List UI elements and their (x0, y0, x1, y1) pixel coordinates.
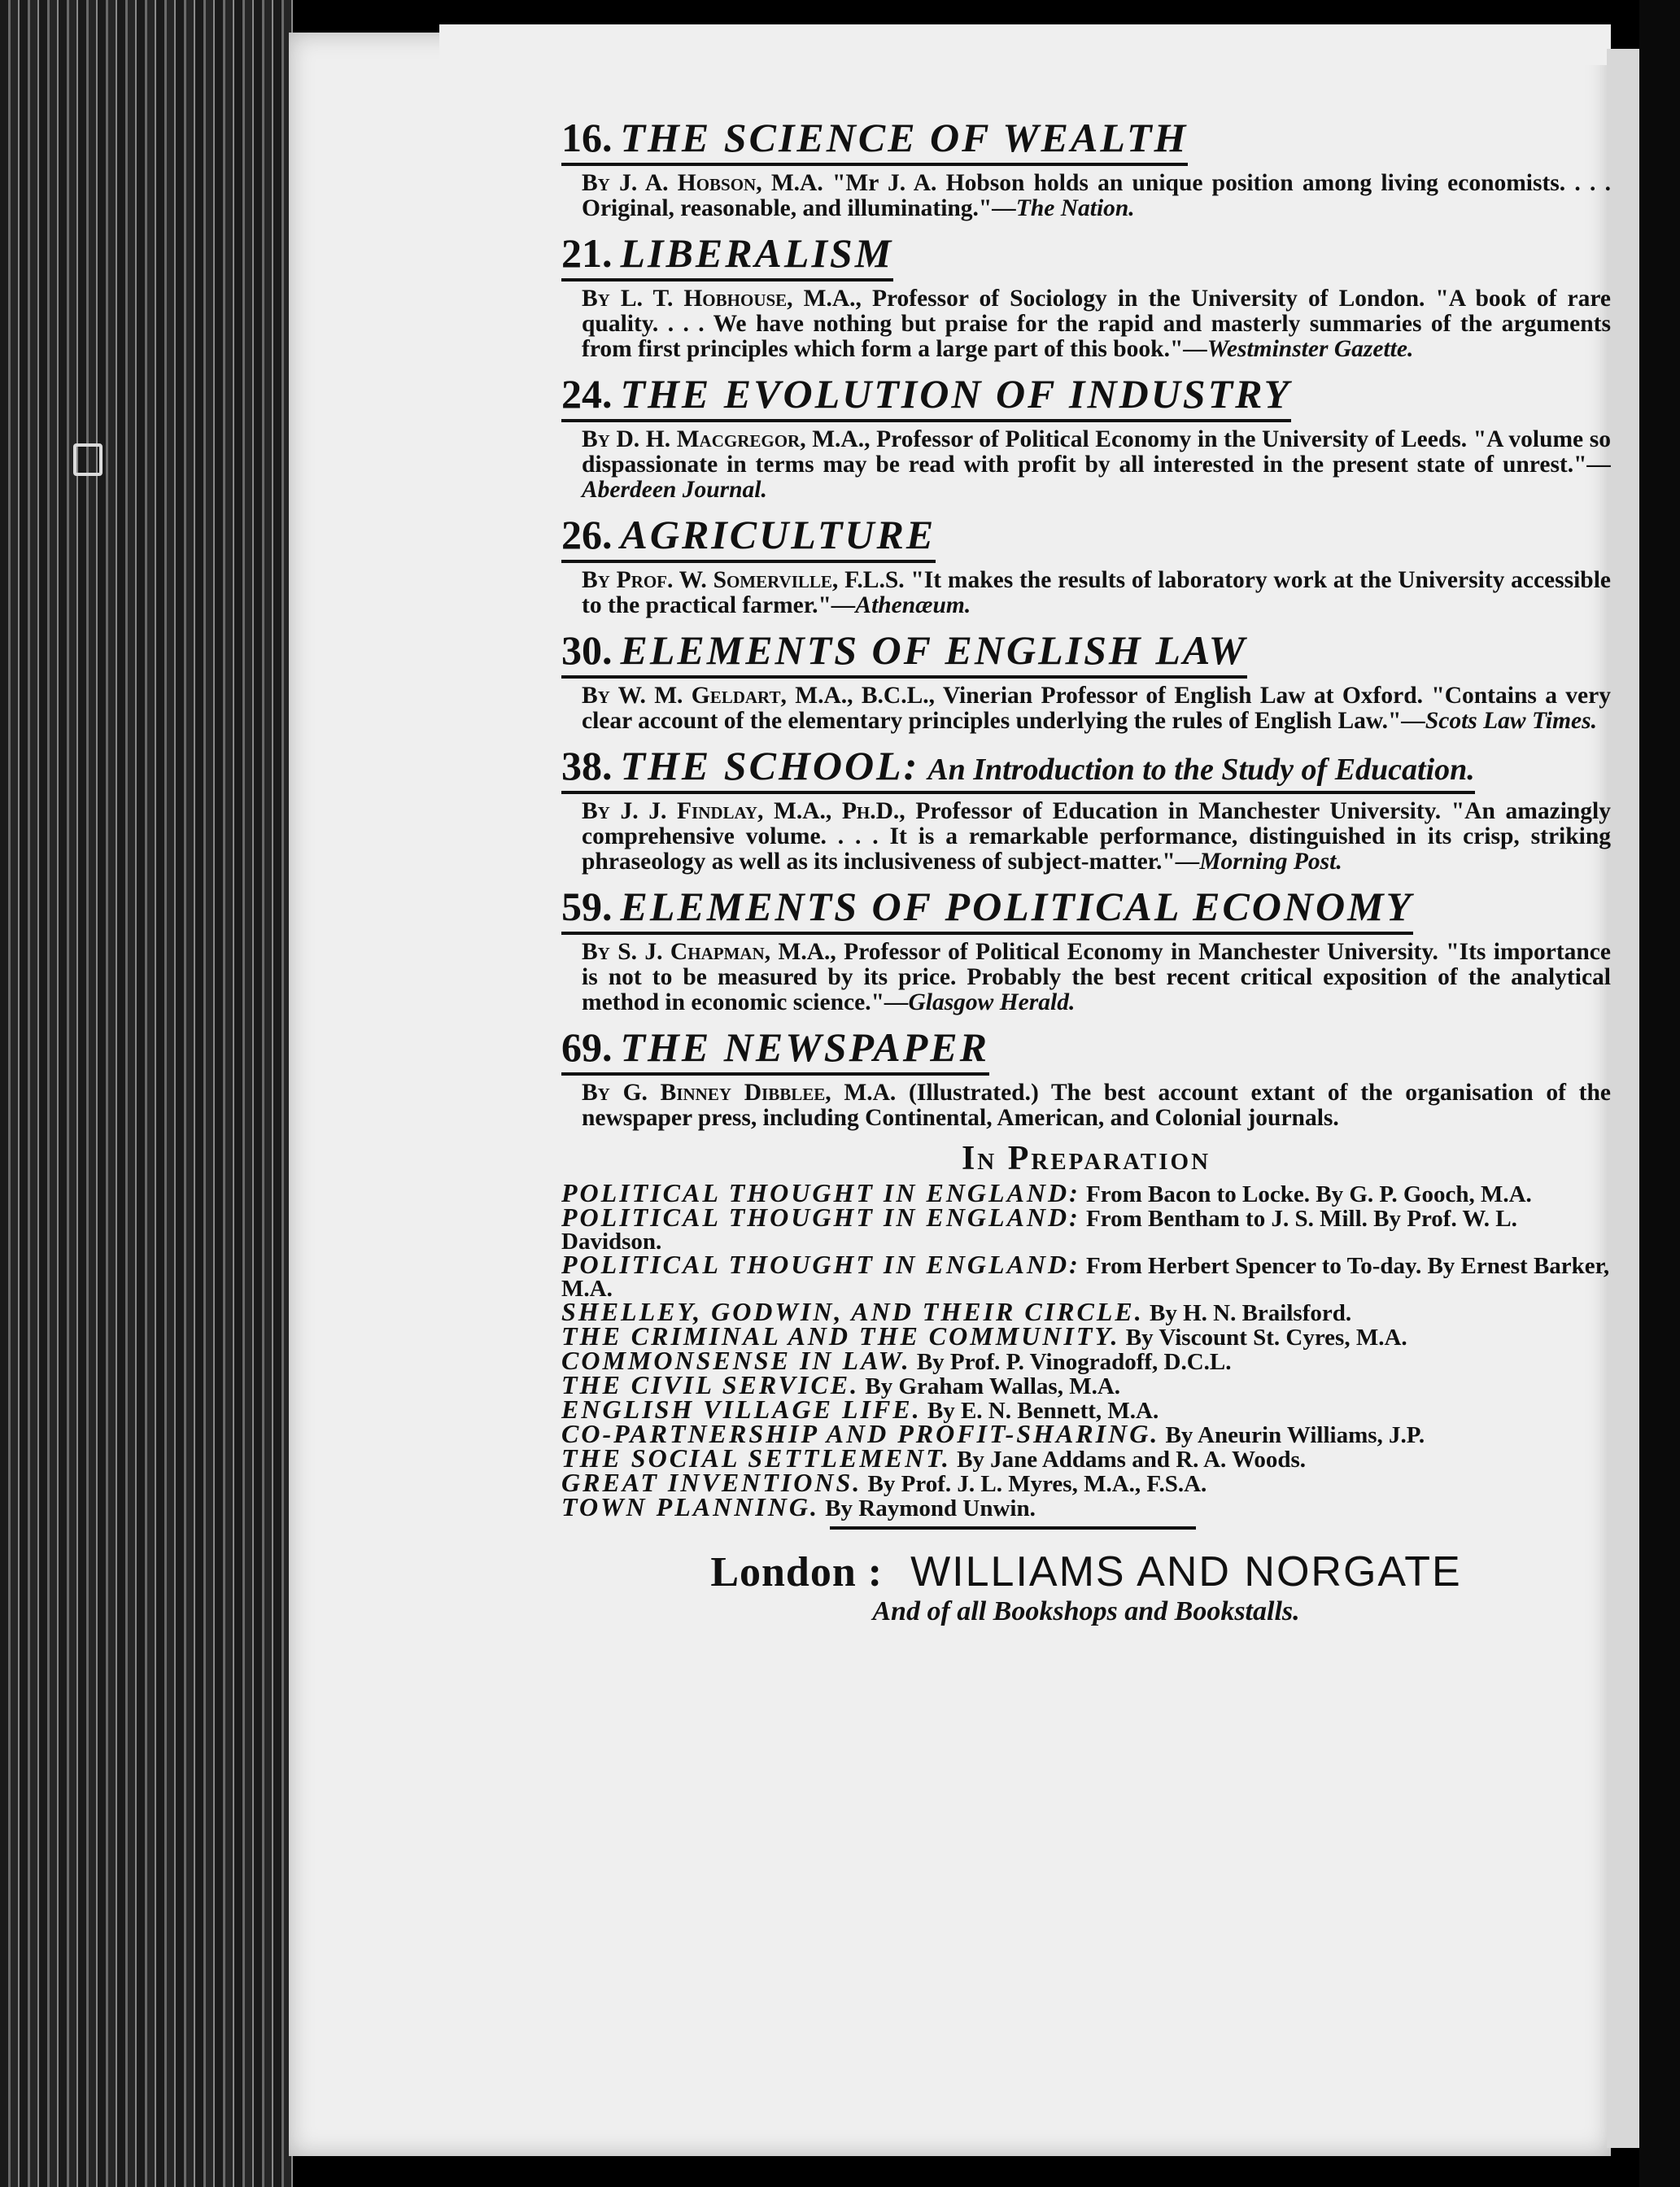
book-entry (561, 742, 1611, 875)
entry-source: —Aberdeen Journal. (582, 452, 1611, 503)
entry-number: 38. (561, 743, 613, 788)
in-preparation-list (561, 1178, 1611, 1521)
preparation-title: ENGLISH VILLAGE LIFE. (561, 1395, 922, 1424)
book-entry (561, 370, 1611, 503)
preparation-title: CO-PARTNERSHIP AND PROFIT-SHARING. (561, 1419, 1160, 1448)
preparation-author: By Viscount St. Cyres, M.A. (1125, 1325, 1407, 1351)
preparation-title: THE CRIMINAL AND THE COMMUNITY. (561, 1321, 1120, 1351)
entry-title (561, 626, 1247, 679)
preparation-author: By Jane Addams and R. A. Woods. (957, 1447, 1307, 1473)
entry-title-text: LIBERALISM (620, 230, 894, 276)
book-entry (561, 511, 1611, 618)
entry-number: 24. (561, 371, 613, 417)
preparation-title: TOWN PLANNING. (561, 1492, 819, 1521)
entry-title (561, 1024, 989, 1076)
entry-title (561, 370, 1291, 422)
book-entries (561, 114, 1611, 1131)
preparation-title: THE CIVIL SERVICE. (561, 1370, 860, 1399)
entry-description (561, 940, 1611, 1015)
preparation-title: SHELLEY, GODWIN, AND THEIR CIRCLE. (561, 1297, 1144, 1326)
preparation-title: POLITICAL THOUGHT IN ENGLAND: (561, 1178, 1080, 1207)
entry-quote: Professor of Political Economy in Manchester University. "Its importance is not to be measured by its price. Probably the best recent critical exposition of the analytical method in economic science." (582, 939, 1611, 1015)
entry-author: By D. H. Macgregor, M.A., (582, 426, 871, 452)
entry-description (561, 171, 1611, 221)
entry-author: By L. T. Hobhouse, M.A., (582, 286, 862, 312)
preparation-item (561, 1250, 1611, 1302)
entry-number: 59. (561, 884, 613, 929)
book-edge (0, 0, 293, 2187)
entry-author: By Prof. W. Somerville, F.L.S. (582, 567, 905, 593)
entry-title-text: THE SCHOOL: (620, 743, 920, 788)
preparation-title: THE SOCIAL SETTLEMENT. (561, 1443, 951, 1473)
entry-title-text: THE EVOLUTION OF INDUSTRY (620, 371, 1292, 417)
entry-title-text: ELEMENTS OF POLITICAL ECONOMY (620, 884, 1414, 929)
entry-author: By G. Binney Dibblee, M.A. (582, 1080, 897, 1106)
entry-source: —Glasgow Herald. (884, 989, 1076, 1015)
publisher-line (561, 1547, 1611, 1596)
entry-number: 26. (561, 512, 613, 557)
entry-title (561, 511, 936, 563)
preparation-title: COMMONSENSE IN LAW. (561, 1346, 911, 1375)
entry-title-text: AGRICULTURE (620, 512, 936, 557)
preparation-author: From Herbert Spencer to To-day. By Ernest Barker, M.A. (561, 1253, 1610, 1302)
preparation-author: By Prof. J. L. Myres, M.A., F.S.A. (867, 1471, 1207, 1497)
preparation-author: By E. N. Bennett, M.A. (927, 1398, 1159, 1424)
entry-description (561, 286, 1611, 362)
entry-description (561, 427, 1611, 503)
entry-quote: Professor of Education in Manchester University. "An amazingly comprehensive volume. . . . It is a remarkable performance, distinguished in its crisp, striking phraseology as well as its inclusiveness of subject-matter." (582, 798, 1612, 875)
in-preparation-heading: In Preparation (961, 1140, 1211, 1177)
entry-description (561, 1080, 1611, 1131)
entry-description (561, 799, 1611, 875)
entry-description (561, 568, 1611, 618)
entry-title-text: ELEMENTS OF ENGLISH LAW (620, 627, 1248, 673)
entry-source: —Westminster Gazette. (1183, 336, 1414, 362)
entry-quote: "It makes the results of laboratory work at the University accessible to the practical farmer." (582, 567, 1612, 618)
entry-author: By J. A. Hobson, M.A. (582, 170, 823, 196)
page-content (561, 114, 1611, 1627)
right-border (1639, 0, 1680, 2187)
page-top-edge (439, 24, 1611, 65)
preparation-author: By Graham Wallas, M.A. (865, 1373, 1121, 1399)
preparation-title: GREAT INVENTIONS. (561, 1468, 862, 1497)
entry-title-text: THE SCIENCE OF WEALTH (620, 115, 1189, 160)
preparation-author: By Aneurin Williams, J.P. (1165, 1422, 1425, 1448)
preparation-title: POLITICAL THOUGHT IN ENGLAND: (561, 1203, 1080, 1232)
clip-mark-icon (73, 443, 103, 476)
entry-title (561, 229, 893, 282)
divider (830, 1526, 1196, 1530)
entry-author: By J. J. Findlay, M.A., Ph.D., (582, 798, 905, 824)
publisher-name: WILLIAMS AND NORGATE (910, 1548, 1462, 1596)
entry-source: —The Nation. (992, 195, 1135, 221)
entry-source: —Scots Law Times. (1401, 708, 1597, 734)
preparation-author: By Raymond Unwin. (825, 1495, 1036, 1521)
entry-source: —Morning Post. (1175, 849, 1342, 875)
preparation-author: From Bentham to J. S. Mill. By Prof. W. L. Davidson. (561, 1206, 1517, 1255)
entry-title (561, 742, 1475, 794)
preparation-title: POLITICAL THOUGHT IN ENGLAND: (561, 1250, 1080, 1279)
entry-quote: Vinerian Professor of English Law at Oxford. "Contains a very clear account of the elementary principles underlying the rules of English Law." (582, 683, 1611, 734)
book-entry (561, 114, 1611, 221)
entry-title-text: THE NEWSPAPER (620, 1024, 989, 1070)
entry-number: 21. (561, 230, 613, 276)
preparation-item (561, 1492, 1611, 1521)
entry-quote: Professor of Sociology in the University of London. "A book of rare quality. . . . We have nothing but praise for the rapid and masterly summaries of the arguments from first principles which form a large part of this book." (582, 286, 1612, 362)
publisher-tagline: And of all Bookshops and Bookstalls. (872, 1596, 1300, 1626)
entry-title (561, 883, 1413, 935)
entry-author: By W. M. Geldart, M.A., B.C.L., (582, 683, 936, 709)
publisher-city: London : (710, 1549, 884, 1596)
entry-quote: (Illustrated.) The best account extant of the organisation of the newspaper press, including Continental, American, and Colonial journals. (582, 1080, 1612, 1131)
entry-quote: "Mr J. A. Hobson holds an unique position among living economists. . . . Original, reasonable, and illuminating." (582, 170, 1612, 221)
preparation-author: By Prof. P. Vinogradoff, D.C.L. (916, 1349, 1232, 1375)
book-entry (561, 229, 1611, 362)
entry-subtitle: An Introduction to the Study of Education. (927, 753, 1475, 787)
preparation-author: By H. N. Brailsford. (1150, 1300, 1352, 1326)
entry-title (561, 114, 1188, 166)
preparation-item (561, 1203, 1611, 1255)
entry-number: 30. (561, 627, 613, 673)
preparation-author: From Bacon to Locke. By G. P. Gooch, M.A. (1086, 1181, 1532, 1207)
entry-source: —Athenæum. (831, 592, 971, 618)
book-entry (561, 626, 1611, 734)
entry-description (561, 683, 1611, 734)
book-entry (561, 883, 1611, 1015)
entry-quote: Professor of Political Economy in the University of Leeds. "A volume so dispassionate in terms may be read with profit by all interested in the present state of unrest." (582, 426, 1611, 478)
entry-number: 69. (561, 1024, 613, 1070)
book-entry (561, 1024, 1611, 1131)
entry-number: 16. (561, 115, 613, 160)
entry-author: By S. J. Chapman, M.A., (582, 939, 836, 965)
